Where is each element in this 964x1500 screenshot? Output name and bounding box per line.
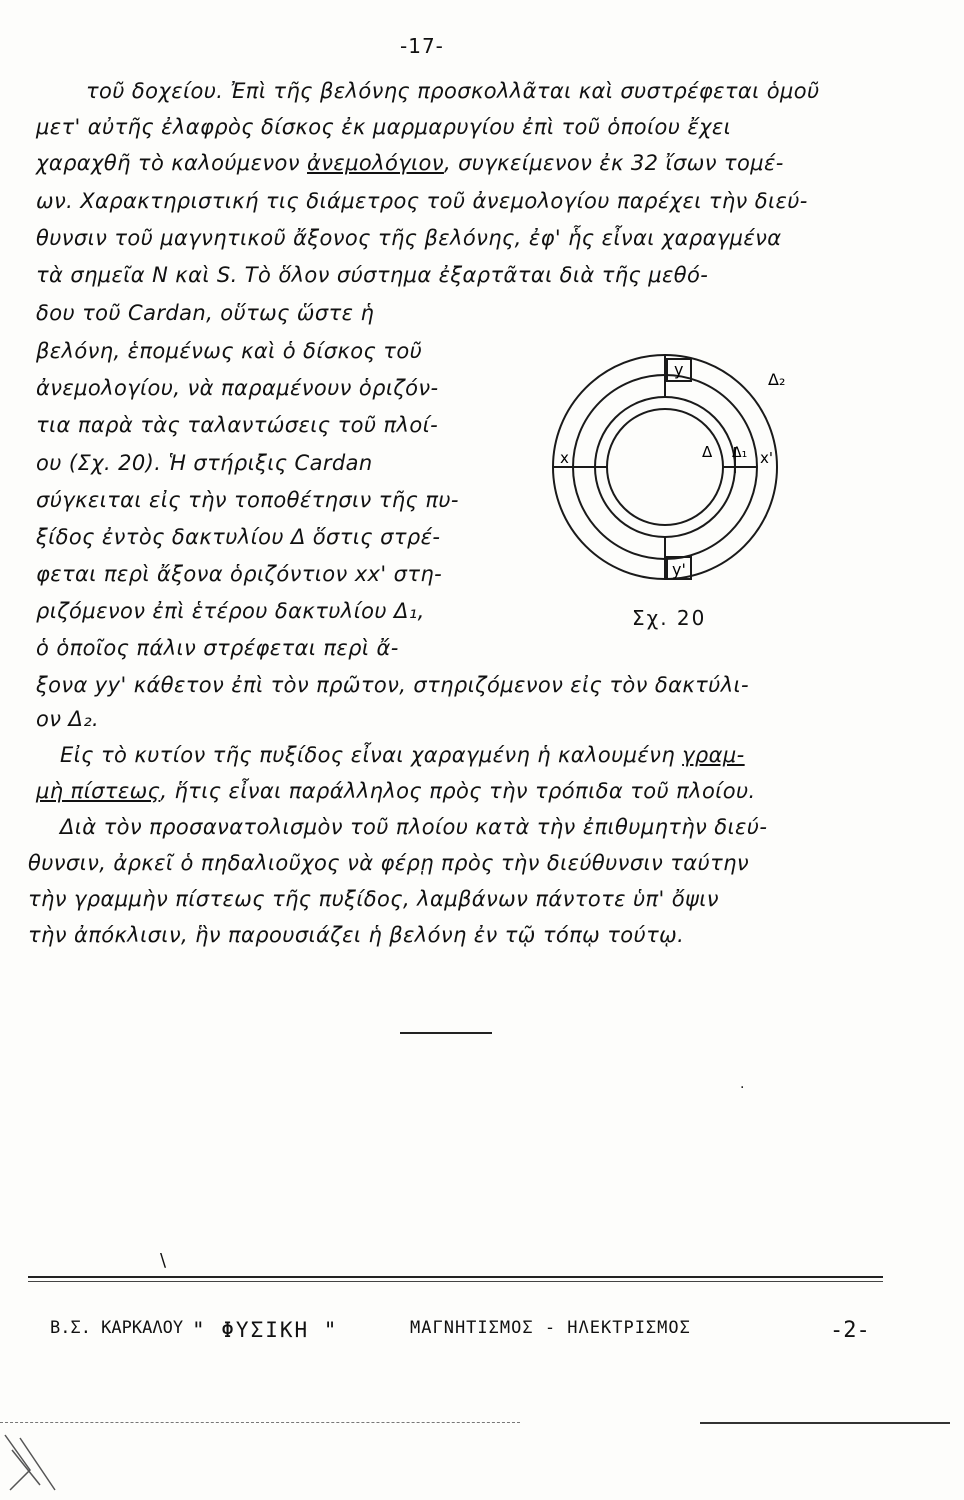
term-grammi-pisteos: μὴ πίστεως (36, 779, 161, 803)
text-line-15: ριζόμενον ἐπὶ ἑτέρου δακτυλίου Δ₁, (36, 599, 425, 623)
label-delta: Δ (702, 443, 713, 461)
text-line-10: τια παρὰ τὰς ταλαντώσεις τοῦ πλοί- (36, 413, 439, 437)
text-line-19-start: Εἰς τὸ κυτίον τῆς πυξίδος εἶναι χαραγμένη ἡ καλουμένη (60, 743, 676, 767)
text-line-21: Διὰ τὸν προσανατολισμὸν τοῦ πλοίου κατὰ τὴν ἐπιθυμητὴν διεύ- (60, 815, 768, 839)
footer-rule-bottom (28, 1281, 883, 1282)
label-delta2: Δ₂ (768, 370, 786, 389)
label-delta1: Δ₁ (732, 445, 748, 461)
footer-rule-top (28, 1276, 883, 1278)
label-y-prime: y' (672, 560, 686, 579)
corner-scribble (0, 1430, 90, 1500)
text-line-7: δου τοῦ Cardan, οὕτως ὥστε ἡ (36, 301, 375, 325)
text-line-22: θυνσιν, ἀρκεῖ ὁ πηδαλιοῦχος νὰ φέρῃ πρὸς τὴν διεύθυνσιν ταύτην (28, 851, 749, 875)
text-line-17: ξονα yy' κάθετον ἐπὶ τὸν πρῶτον, στηριζόμενον εἰς τὸν δακτύλι- (36, 673, 750, 697)
text-line-13: ξίδος ἐντὸς δακτυλίου Δ ὅστις στρέ- (36, 525, 441, 549)
stray-tick: \ (160, 1250, 167, 1271)
text-line-20-end: , ἥτις εἶναι παράλληλος πρὸς τὴν τρόπιδα τοῦ πλοίου. (160, 779, 756, 803)
text-line-23: τὴν γραμμὴν πίστεως τῆς πυξίδος, λαμβάνων πάντοτε ὑπ' ὄψιν (28, 887, 719, 911)
text-line-24: τὴν ἀπόκλισιν, ἣν παρουσιάζει ἡ βελόνη ἐν τῷ τόπῳ τούτῳ. (28, 923, 685, 947)
text-line-3-start: χαραχθῆ τὸ καλούμενον (36, 151, 300, 175)
text-line-3-end: , συγκείμενον ἐκ 32 ἴσων τομέ- (443, 151, 784, 175)
text-line-12: σύγκειται εἰς τὴν τοποθέτησιν τῆς πυ- (36, 488, 459, 512)
text-line-14: φεται περὶ ἄξονα ὁριζόντιον xx' στη- (36, 562, 443, 586)
footer-author: Β.Σ. ΚΑΡΚΑΛΟΥ (50, 1318, 184, 1338)
label-x: x (560, 449, 569, 467)
text-line-1: τοῦ δοχείου. Ἐπὶ τῆς βελόνης προσκολλᾶται καὶ συστρέφεται ὁμοῦ (86, 79, 820, 103)
footer-page-number: -2- (830, 1318, 870, 1343)
footer-title: " ΦΥΣΙΚΗ " (192, 1318, 339, 1342)
middle-ring-delta1 (595, 397, 735, 537)
term-grammi-start: γραμ- (682, 743, 745, 767)
text-line-19 (60, 742, 745, 768)
text-line-8: βελόνη, ἑπομένως καὶ ὁ δίσκος τοῦ (36, 339, 423, 363)
stray-dot: . (740, 1076, 745, 1092)
text-line-20 (36, 778, 756, 804)
cardan-figure (540, 335, 790, 600)
scan-edge-line-left (0, 1422, 520, 1423)
term-anemologion: ἀνεμολόγιον (307, 151, 444, 175)
text-line-18: ον Δ₂. (36, 707, 100, 731)
section-divider (400, 1032, 492, 1034)
text-line-4: ων. Χαρακτηριστική τις διάμετρος τοῦ ἀνεμολογίου παρέχει τὴν διεύ- (36, 189, 808, 213)
inner-ring-delta (607, 409, 723, 525)
text-line-16: ὁ ὁποῖος πάλιν στρέφεται περὶ ἄ- (36, 636, 399, 660)
text-line-11: ου (Σχ. 20). Ἡ στήριξις Cardan (36, 451, 373, 475)
footer-subtitle: ΜΑΓΝΗΤΙΣΜΟΣ - ΗΛΕΚΤΡΙΣΜΟΣ (410, 1318, 691, 1338)
text-line-9: ἀνεμολογίου, νὰ παραμένουν ὁριζόν- (36, 376, 439, 400)
label-x-prime: x' (760, 449, 774, 467)
figure-caption: Σχ. 20 (632, 606, 707, 630)
scan-edge-line-right (700, 1422, 950, 1424)
page-number: -17- (400, 34, 444, 58)
text-line-5: θυνσιν τοῦ μαγνητικοῦ ἄξονος τῆς βελόνης, ἐφ' ἧς εἶναι χαραγμένα (36, 226, 782, 250)
text-line-6: τὰ σημεῖα N καὶ S. Τὸ ὅλον σύστημα ἐξαρτᾶται διὰ τῆς μεθό- (36, 263, 709, 287)
text-line-2: μετ' αὐτῆς ἐλαφρὸς δίσκος ἐκ μαρμαρυγίου ἐπὶ τοῦ ὁποίου ἔχει (36, 115, 732, 139)
label-y: y (674, 360, 684, 379)
text-line-3 (36, 150, 784, 176)
